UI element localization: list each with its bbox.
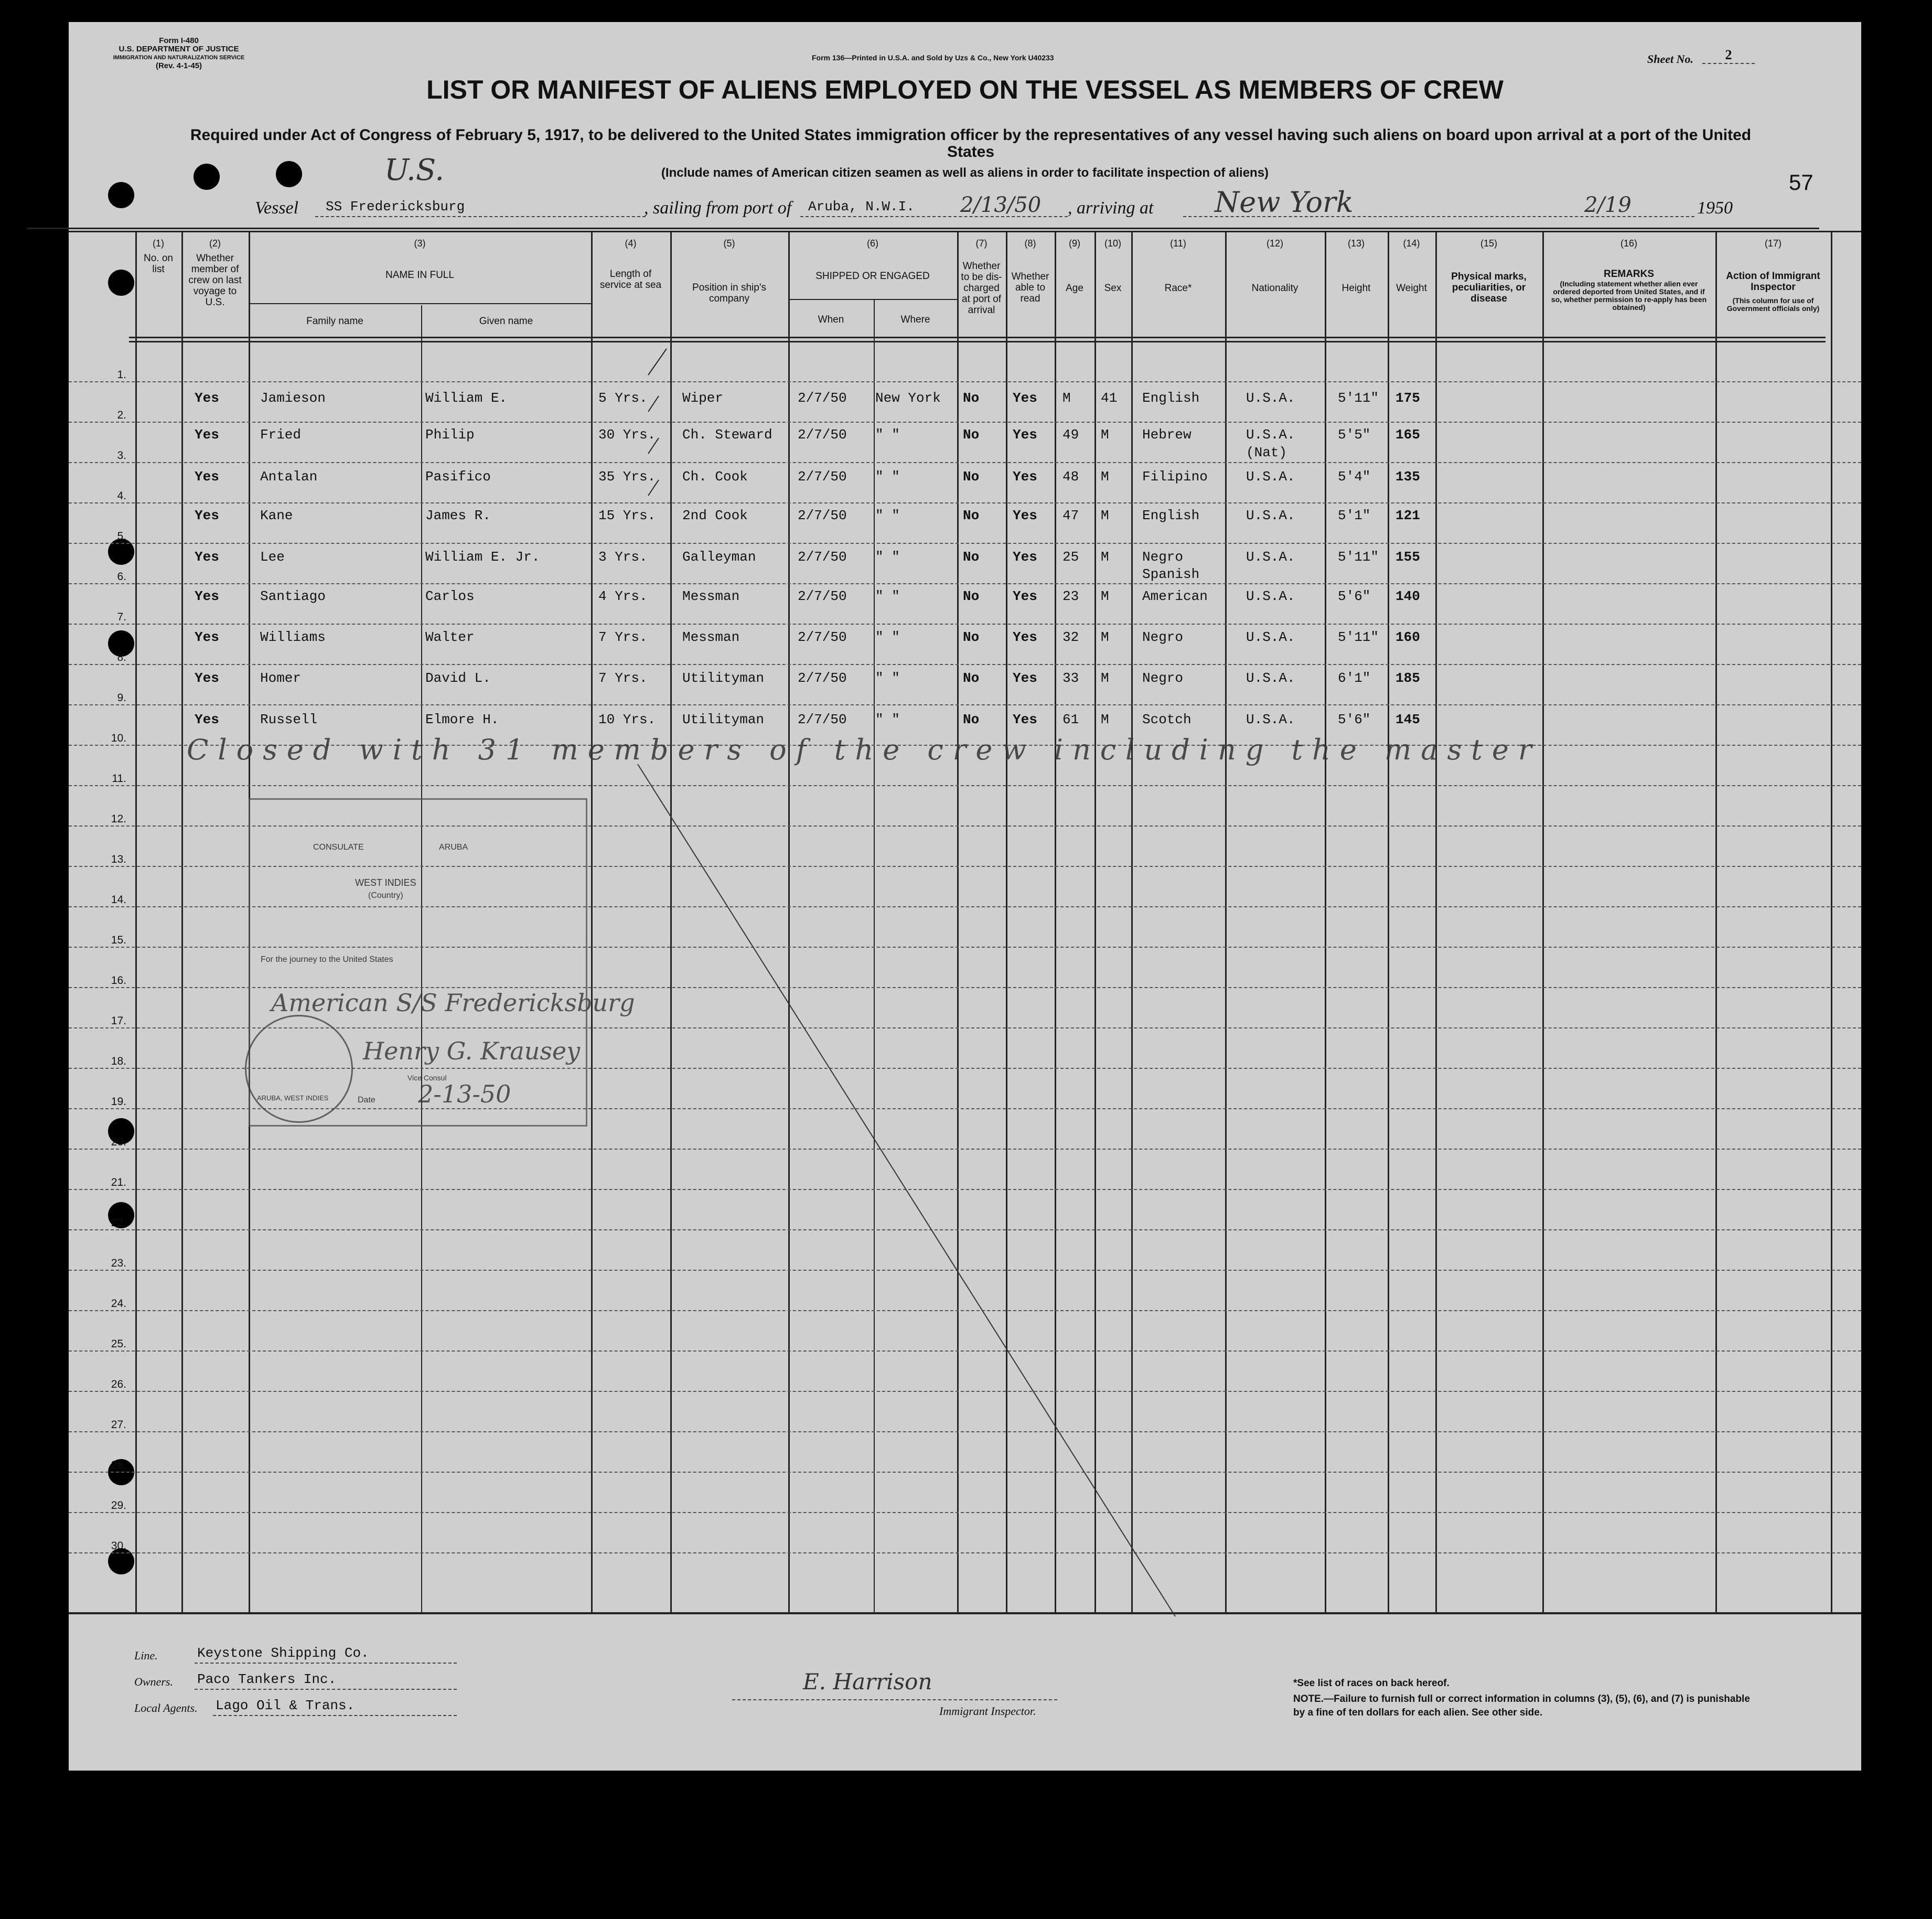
form-identity [111, 37, 247, 70]
col-header-age: Age [1066, 283, 1083, 294]
crew-shipped-when: 2/7/50 [798, 508, 847, 523]
footer-agents-rule [213, 1715, 457, 1716]
row-rule [69, 422, 1861, 423]
col-header-action: Action of Immigrant Inspector [1726, 271, 1820, 293]
sailing-label: , sailing from port of [644, 198, 792, 218]
crew-given-name: David L. [425, 670, 491, 686]
crew-given-name: Walter [425, 629, 475, 645]
crew-shipped-when: 2/7/50 [798, 549, 847, 565]
crew-given-name: Philip [425, 427, 475, 443]
crew-able-read: Yes [1013, 469, 1037, 485]
form-rev: (Rev. 4-1-45) [155, 61, 202, 70]
note-text: —Failure to furnish full or correct information in columns (3), (5), (6), and (7) is punishable by a fine of ten dollars for each alien. See other side. [1293, 1693, 1750, 1718]
crew-family-name: Homer [260, 670, 302, 686]
crew-discharged: No [963, 390, 980, 406]
crew-height: 5'11" [1338, 390, 1379, 406]
seal-text: ARUBA, WEST INDIES [257, 1094, 329, 1102]
crew-nationality: U.S.A. [1246, 588, 1295, 604]
inspector-label: Immigrant Inspector. [939, 1704, 1036, 1718]
crew-shipped-when: 2/7/50 [798, 588, 847, 604]
crew-race: American [1142, 588, 1208, 604]
crew-service: 35 Yrs. [598, 469, 656, 485]
crew-service: 10 Yrs. [598, 712, 656, 727]
row-number: 26. [111, 1378, 126, 1390]
crew-given-name: Elmore H. [425, 712, 499, 727]
consular-seal [245, 1015, 353, 1123]
col-header-nationality: Nationality [1251, 283, 1298, 294]
crew-weight: 121 [1396, 508, 1420, 523]
crew-weight: 160 [1396, 629, 1420, 645]
footer-owners-rule [195, 1689, 457, 1690]
crew-shipped-where: " " [875, 670, 900, 686]
subheader-given: Given name [479, 316, 533, 327]
crew-age: 47 [1062, 508, 1079, 523]
punch-hole [108, 270, 134, 296]
col-num: (16) [1620, 238, 1637, 249]
crew-family-name: Santiago [260, 588, 326, 604]
sheet-no: 2 [1702, 47, 1755, 64]
row-number: 21. [111, 1176, 126, 1188]
arrive-date: 2/19 [1584, 193, 1632, 217]
stamp-place: ARUBA [439, 843, 468, 852]
row-number: 2. [117, 409, 126, 421]
row-number: 28. [111, 1459, 126, 1471]
crew-last-voyage: Yes [195, 629, 219, 645]
col-num: (5) [723, 238, 735, 249]
stamp-region: WEST INDIES [355, 877, 416, 888]
crew-able-read: Yes [1013, 629, 1037, 645]
note-label: NOTE. [1293, 1693, 1324, 1704]
row-number: 13. [111, 853, 126, 865]
header-bottom-rule [129, 337, 1826, 338]
crew-age: 33 [1062, 670, 1079, 686]
crew-shipped-where: " " [875, 712, 900, 727]
crew-able-read: Yes [1013, 549, 1037, 565]
crew-height: 5'4" [1338, 469, 1371, 485]
crew-discharged: No [963, 469, 980, 485]
crew-sex: M [1101, 427, 1109, 443]
shipped-subheader-rule [788, 299, 957, 300]
crew-family-name: Williams [260, 629, 326, 645]
table-top-rule [27, 228, 1819, 229]
crew-height: 5'5" [1338, 427, 1371, 443]
vessel-field-line [315, 216, 646, 217]
crew-sex: M [1101, 629, 1109, 645]
col-header-no: No. on list [144, 253, 173, 275]
crew-weight: 155 [1396, 549, 1420, 565]
inspector-signature: E. Harrison [803, 1669, 932, 1695]
row-number: 7. [117, 611, 126, 623]
row-number: 23. [111, 1257, 126, 1269]
crew-weight: 135 [1396, 469, 1420, 485]
crew-nationality: U.S.A. [1246, 508, 1295, 523]
crew-family-name: Kane [260, 508, 293, 523]
crew-shipped-when: 2/7/50 [798, 469, 847, 485]
crew-able-read: Yes [1013, 670, 1037, 686]
stamp-country: (Country) [368, 891, 403, 900]
crew-service: 5 Yrs. [598, 390, 648, 406]
stamp-date: 2-13-50 [418, 1080, 511, 1108]
form-title: LIST OR MANIFEST OF ALIENS EMPLOYED ON THE VESSEL AS MEMBERS OF CREW [426, 75, 1504, 104]
crew-family-name: Antalan [260, 469, 318, 485]
footer-line: Keystone Shipping Co. [197, 1645, 369, 1661]
row-number: 30. [111, 1540, 126, 1552]
closing-note: Closed with 31 members of the crew including the master [187, 733, 1541, 766]
crew-given-name: William E. [425, 390, 508, 406]
race-note: Spanish [1142, 566, 1200, 582]
row-number: 3. [117, 449, 126, 462]
crew-service: 30 Yrs. [598, 427, 656, 443]
crew-shipped-where: New York [875, 390, 941, 406]
strike-line [635, 762, 1180, 1622]
crew-position: Wiper [682, 390, 724, 406]
subheader-when: When [818, 314, 844, 325]
col-header-weight: Weight [1396, 283, 1427, 294]
manifest-sheet [69, 22, 1861, 1771]
crew-able-read: Yes [1013, 390, 1037, 406]
col-num: (14) [1403, 238, 1420, 249]
page-mark: 57 [1789, 170, 1813, 195]
stamp-consulate: CONSULATE [313, 843, 364, 852]
crew-position: Utilityman [682, 712, 765, 727]
footer-line-label: Line. [134, 1649, 158, 1662]
col-num: (3) [414, 238, 426, 249]
crew-race: English [1142, 390, 1200, 406]
row-rule [69, 704, 1861, 705]
consulate-stamp [249, 798, 635, 1127]
vessel-name: SS Fredericksburg [326, 199, 465, 215]
crew-discharged: No [963, 629, 980, 645]
crew-shipped-when: 2/7/50 [798, 670, 847, 686]
col-header-race: Race* [1164, 283, 1192, 294]
col-num: (8) [1024, 238, 1036, 249]
printer-line: Form 136—Printed in U.S.A. and Sold by Uzs & Co., New York U40233 [812, 53, 1054, 62]
col-header-sex: Sex [1104, 283, 1122, 294]
col-header-physical: Physical marks, peculiarities, or disease [1451, 271, 1527, 304]
subheader-where: Where [900, 314, 930, 325]
crew-last-voyage: Yes [195, 469, 219, 485]
row-rule [69, 664, 1861, 665]
col-num: (11) [1170, 238, 1186, 249]
vessel-country: U.S. [384, 153, 445, 187]
crew-discharged: No [963, 712, 980, 727]
crew-shipped-where: " " [875, 469, 900, 485]
row-rule [69, 381, 1861, 382]
crew-service: 7 Yrs. [598, 629, 648, 645]
column-rule [1435, 231, 1437, 1612]
col-header-name: NAME IN FULL [385, 270, 454, 281]
crew-shipped-where: " " [875, 508, 900, 523]
vessel-label: Vessel [255, 198, 299, 218]
col-header-height: Height [1341, 283, 1371, 294]
crew-nationality: U.S.A. [1246, 629, 1295, 645]
crew-position: Utilityman [682, 670, 765, 686]
crew-sex: M [1101, 670, 1109, 686]
crew-last-voyage: Yes [195, 670, 219, 686]
crew-family-name: Fried [260, 427, 302, 443]
crew-age: 23 [1062, 588, 1079, 604]
col-header-remarks: REMARKS [1603, 269, 1655, 280]
crew-age: M [1062, 390, 1071, 406]
crew-race: Filipino [1142, 469, 1208, 485]
crew-height: 5'11" [1338, 549, 1379, 565]
row-number: 6. [117, 571, 126, 583]
crew-last-voyage: Yes [195, 549, 219, 565]
crew-position: Galleyman [682, 549, 756, 565]
crew-position: Messman [682, 588, 740, 604]
col-num: (15) [1480, 238, 1497, 249]
crew-weight: 145 [1396, 712, 1420, 727]
column-rule [591, 231, 593, 1612]
crew-nationality: U.S.A. [1246, 390, 1295, 406]
crew-discharged: No [963, 508, 980, 523]
nationality-note: (Nat) [1246, 445, 1287, 460]
crew-height: 5'6" [1338, 712, 1371, 727]
consul-signature: Henry G. Krausey [363, 1037, 581, 1065]
crew-age: 61 [1062, 712, 1079, 727]
col-num: (13) [1347, 238, 1365, 249]
inspector-line [732, 1699, 1057, 1700]
crew-family-name: Russell [260, 712, 318, 727]
crew-shipped-when: 2/7/50 [798, 390, 847, 406]
crew-sex: M [1101, 469, 1109, 485]
row-number: 20. [111, 1136, 126, 1148]
col-header-position: Position in ship's company [692, 282, 766, 304]
crew-height: 6'1" [1338, 670, 1371, 686]
crew-sex: M [1101, 508, 1109, 523]
form-dept: U.S. DEPARTMENT OF JUSTICE [119, 45, 239, 53]
col-num: (12) [1266, 238, 1283, 249]
col-num: (6) [867, 238, 878, 249]
stamp-journey: For the journey to the United States [261, 955, 393, 964]
row-rule [69, 624, 1861, 625]
footer-line-rule [195, 1663, 457, 1664]
crew-shipped-where: " " [875, 629, 900, 645]
crew-sex: 41 [1101, 390, 1118, 406]
row-number: 27. [111, 1419, 126, 1431]
crew-position: 2nd Cook [682, 508, 748, 523]
row-number: 4. [117, 490, 126, 502]
crew-height: 5'1" [1338, 508, 1371, 523]
row-number: 24. [111, 1298, 126, 1310]
footer-agents: Lago Oil & Trans. [216, 1698, 355, 1713]
row-number: 9. [117, 692, 126, 704]
crew-race: Negro [1142, 629, 1184, 645]
crew-able-read: Yes [1013, 508, 1037, 523]
crew-height: 5'11" [1338, 629, 1379, 645]
crew-service: 3 Yrs. [598, 549, 648, 565]
col-header-last-voyage: Whether member of crew on last voyage to U.S. [188, 253, 242, 308]
crew-weight: 175 [1396, 390, 1420, 406]
col-num: (9) [1069, 238, 1080, 249]
crew-discharged: No [963, 670, 980, 686]
form-service: IMMIGRATION AND NATURALIZATION SERVICE [113, 55, 245, 61]
crew-shipped-when: 2/7/50 [798, 629, 847, 645]
header-bottom-rule [129, 341, 1826, 342]
col-header-discharged: Whether to be dis-charged at port of arrival [961, 261, 1002, 316]
crew-weight: 140 [1396, 588, 1420, 604]
col-header-read: Whether able to read [1011, 271, 1049, 304]
arriving-label: , arriving at [1068, 198, 1154, 218]
crew-sex: M [1101, 588, 1109, 604]
row-number: 8. [117, 651, 126, 663]
footer-owners: Paco Tankers Inc. [197, 1671, 337, 1687]
row-number: 14. [111, 894, 126, 906]
crew-discharged: No [963, 588, 980, 604]
row-number: 17. [111, 1015, 126, 1027]
punch-hole [108, 182, 134, 208]
footer-agents-label: Local Agents. [134, 1701, 198, 1714]
crew-sex: M [1101, 549, 1109, 565]
row-number: 19. [111, 1096, 126, 1108]
crew-last-voyage: Yes [195, 588, 219, 604]
row-number: 16. [111, 974, 126, 987]
stamp-date-label: Date [358, 1096, 375, 1105]
crew-position: Ch. Cook [682, 469, 748, 485]
sailing-port: Aruba, N.W.I. [808, 199, 915, 215]
crew-discharged: No [963, 549, 980, 565]
check-marks [646, 346, 688, 519]
row-rule [69, 462, 1861, 463]
column-rule [135, 231, 137, 1612]
crew-family-name: Lee [260, 549, 285, 565]
crew-race: Hebrew [1142, 427, 1192, 443]
crew-age: 48 [1062, 469, 1079, 485]
name-subheader-rule [249, 303, 591, 304]
crew-age: 25 [1062, 549, 1079, 565]
crew-service: 7 Yrs. [598, 670, 648, 686]
crew-position: Messman [682, 629, 740, 645]
row-number: 25. [111, 1338, 126, 1350]
subheader-family: Family name [306, 316, 363, 327]
row-number: 10. [111, 732, 126, 744]
row-number: 22. [111, 1217, 126, 1229]
col-header-shipped: SHIPPED OR ENGAGED [815, 271, 930, 282]
row-number: 12. [111, 813, 126, 825]
crew-weight: 185 [1396, 670, 1420, 686]
column-rule [181, 231, 183, 1612]
crew-last-voyage: Yes [195, 390, 219, 406]
row-number: 18. [111, 1055, 126, 1067]
remarks-note: (Including statement whether alien ever ordered deported from United States, and if so, whether permission to re-apply has been obtained) [1551, 280, 1707, 312]
crew-nationality: U.S.A. [1246, 469, 1295, 485]
stamp-ship-signature: American S/S Fredericksburg [271, 989, 635, 1017]
vice-consul-label: Vice Consul [407, 1074, 447, 1082]
action-note: (This column for use of Government officials only) [1726, 296, 1820, 313]
sheet-no-label: Sheet No. [1647, 52, 1693, 66]
crew-service: 15 Yrs. [598, 508, 656, 523]
crew-able-read: Yes [1013, 712, 1037, 727]
crew-race: English [1142, 508, 1200, 523]
crew-service: 4 Yrs. [598, 588, 648, 604]
col-num: (7) [975, 238, 988, 249]
crew-shipped-where: " " [875, 549, 900, 565]
col-num: (17) [1764, 238, 1781, 249]
crew-last-voyage: Yes [195, 427, 219, 443]
footer-note [1293, 1692, 1755, 1720]
table-top-rule [69, 231, 1861, 232]
crew-given-name: Pasifico [425, 469, 491, 485]
form-note: (Include names of American citizen seamen as well as aliens in order to facilitate inspection of aliens) [661, 166, 1269, 180]
crew-nationality: U.S.A. [1246, 549, 1295, 565]
row-rule [69, 583, 1861, 584]
column-rule [1831, 231, 1832, 1612]
crew-shipped-where: " " [875, 427, 900, 443]
crew-able-read: Yes [1013, 588, 1037, 604]
col-num: (2) [209, 238, 221, 249]
crew-height: 5'6" [1338, 588, 1371, 604]
column-rule [1325, 231, 1326, 1612]
races-note: *See list of races on back hereof. [1293, 1678, 1450, 1689]
arriving-port: New York [1215, 186, 1354, 219]
col-num: (10) [1104, 238, 1121, 249]
crew-nationality: U.S.A. [1246, 712, 1295, 727]
crew-last-voyage: Yes [195, 712, 219, 727]
col-header-service: Length of service at sea [599, 269, 662, 291]
row-number: 15. [111, 934, 126, 946]
col-num: (4) [625, 238, 637, 249]
year: 1950 [1697, 198, 1733, 218]
form-number: Form I-480 [159, 36, 199, 45]
sail-date: 2/13/50 [960, 193, 1042, 217]
crew-race: Scotch [1142, 712, 1192, 727]
crew-given-name: Carlos [425, 588, 475, 604]
crew-age: 32 [1062, 629, 1079, 645]
form-subtitle: Required under Act of Congress of February 5, 1917, to be delivered to the United States immigration officer by the representatives of any vessel having such aliens on board upon arrival at a port of the United States [190, 126, 1752, 160]
crew-last-voyage: Yes [195, 508, 219, 523]
crew-shipped-when: 2/7/50 [798, 427, 847, 443]
arrive-date-line [1453, 216, 1694, 217]
crew-able-read: Yes [1013, 427, 1037, 443]
row-number: 29. [111, 1499, 126, 1511]
crew-race: Negro [1142, 549, 1184, 565]
column-rule [1715, 231, 1717, 1612]
column-rule [1225, 231, 1227, 1612]
crew-nationality: U.S.A. [1246, 670, 1295, 686]
crew-discharged: No [963, 427, 980, 443]
footer-owners-label: Owners. [134, 1675, 173, 1688]
crew-nationality: U.S.A. [1246, 427, 1295, 443]
crew-race: Negro [1142, 670, 1184, 686]
crew-weight: 165 [1396, 427, 1420, 443]
crew-age: 49 [1062, 427, 1079, 443]
row-number: 11. [112, 773, 126, 785]
column-rule [1542, 231, 1544, 1612]
crew-family-name: Jamieson [260, 390, 326, 406]
crew-position: Ch. Steward [682, 427, 772, 443]
crew-shipped-where: " " [875, 588, 900, 604]
row-number: 5. [117, 530, 126, 542]
crew-shipped-when: 2/7/50 [798, 712, 847, 727]
column-rule [1388, 231, 1389, 1612]
crew-given-name: James R. [425, 508, 491, 523]
row-rule [69, 502, 1861, 503]
col-num: (1) [153, 238, 164, 249]
crew-given-name: William E. Jr. [425, 549, 540, 565]
row-rule [69, 543, 1861, 544]
row-number: 1. [117, 369, 126, 381]
crew-sex: M [1101, 712, 1109, 727]
